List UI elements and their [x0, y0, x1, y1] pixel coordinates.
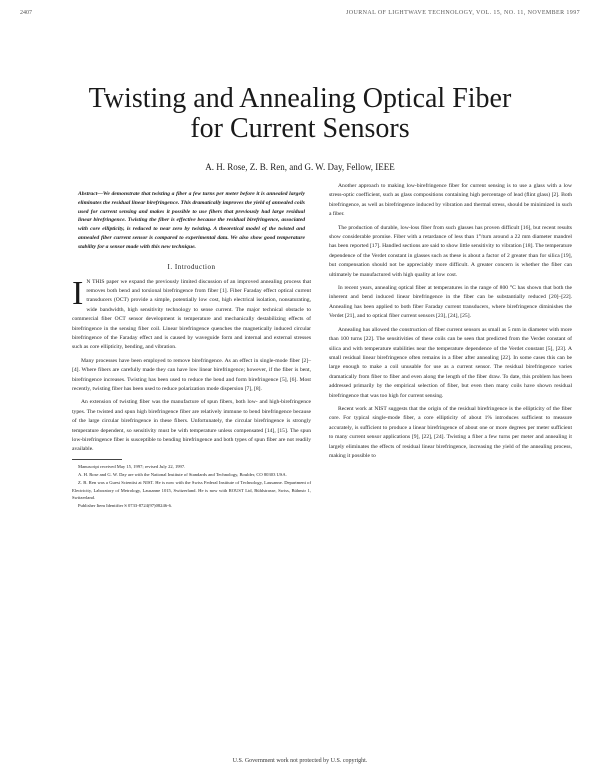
author-line: A. H. Rose, Z. B. Ren, and G. W. Day, Fellow, IEEE — [205, 162, 395, 172]
section-heading: I. Introduction — [167, 262, 216, 271]
body-paragraph: Recent work at NIST suggests that the origin of the residual birefringence is the ellipticity of the fiber core. For typical single-mode fiber, a core ellipticity of about 1% introduces sufficient to measure accurately, is sufficient to produce a linear birefringence of about one or more degrees per meter sufficient to many current sensor applications [9], [22], [24]. Twisting a fiber a few turns per meter and annealing it largely eliminates the effects of residual linear birefringence, increasing the yield of the annealing process, making it possible to — [329, 405, 572, 459]
body-paragraph: Another approach to making low-birefringence fiber for current sensing is to use a glass with a low stress-optic coefficient, such as glass compositions containing high percentage of lead (flint glass) [2]. Both birefringence, as well as birefringence induced by vibration and thermal stress, should be minimized in such a fiber. — [329, 183, 572, 218]
page-number: 2407 — [20, 10, 32, 16]
footnote: Z. B. Ren was a Guest Scientist at NIST. He is now with the Swiss Federal Institute of Technology, Lausanne. Department of Electricity, Laboratory of Metrology, Lausanne 1015, Switzerland. He is now with ROUST Ltd, Bühlstrasse, Swiss, Bühnstr 1, Switzerland. — [72, 480, 311, 500]
footnote-rule — [72, 459, 122, 460]
footnote: Publisher Item Identifier S 0733-8724(97)08246-6. — [78, 502, 173, 508]
body-paragraph: Annealing has allowed the construction of fiber current sensors as small as 5 mm in diameter with more than 100 turns [22]. The sensitivities of these coils can be seen that predicted from the Verdet constant of silica and with temperature stabilities near the temperature dependence of the Verdet constant [5], [23]. A small residual linear birefringence often remains in a fiber after annealing [22]. In some cases this can be large enough to make a coil unusable for use as a current sensor. The residual birefringence varies dramatically from fiber to fiber and even along the length of the fiber draw. To date, this problem has been addressed primarily by the empirical selection of fiber, but even then many coils have shown residual birefringence that was too high for current sensing. — [329, 326, 572, 399]
footnote: A. H. Rose and G. W. Day are with the National Institute of Standards and Technology, Boulder, CO 80303 USA. — [78, 472, 287, 478]
body-paragraph: An extension of twisting fiber was the manufacture of spun fibers, both low- and high-birefringence types. The twisted and spun high birefringence fiber are relatively immune to bend birefringence because of the large circular birefringence in these fibers. Unfortunately, the circular birefringence is strongly temperature dependent, so sensitivity must be with temperature unless compensated [14], [15]. The spun low-birefringence fiber is susceptible to bending birefringence and both types of spun fiber are not readily available. — [72, 399, 311, 453]
body-paragraph: In recent years, annealing optical fiber at temperatures in the range of 800 °C has shown that both the inherent and bend induced linear birefringence in the fiber can be substantially reduced [20]–[22]. Annealing has been applied to both fiber Faraday current transducers, where birefringence diminishes the Verdet [21], and to optical fiber current sensors [23], [24], [25]. — [329, 285, 572, 320]
copyright-footer: U.S. Government work not protected by U.S. copyright. — [232, 758, 368, 764]
body-paragraph: The production of durable, low-loss fiber from such glasses has proven difficult [16], but recent results show considerable promise. Fiber with a retardance of less than 1°/turn around a 22 mm diameter mandrel has been reported [17]. Handled sections are said to show little sensitivity to vibration [18]. The temperature dependence of the Verdet constant in glasses such as these is about a factor of 2 greater than for silica [19], but compensation should not be appreciably more difficult. A greater concern is whether the fiber can ultimately be manufactured with high quality at low cost. — [329, 224, 572, 278]
intro-text: N THIS paper we expand the previously limited discussion of an improved annealing process that removes both bend and torsional birefringence from fiber [1]. Fiber Faraday effect optical current transducers (OCT) provide a simple, potentially low cost, high electrical isolation, nonsaturating, wide bandwidth, high sensitivity technology to sense current. The major technical obstacle to commercial fiber OCT sensor development is temperature and mechanically destabilizing effects of birefringence in the sensing fiber coil. Linear birefringence quenches the magnetically induced circular birefringence of the Faraday effect and is caused by waveguide form and internal and external stresses such as core ellipticity, bending, and vibration. — [72, 278, 311, 351]
title-line-1: Twisting and Annealing Optical Fiber — [88, 83, 512, 114]
drop-cap: I — [72, 274, 84, 312]
left-column — [72, 182, 311, 510]
intro-paragraph — [72, 274, 311, 353]
abstract: Abstract—We demonstrate that twisting a fiber a few turns per meter before it is annealed largely eliminates the residual linear birefringence. This dramatically improves the yield of annealed coils used for current sensing and makes it possible to use fibers that previously had large residual linear birefringence. Twisting the fiber is effective because the residual birefringence, associated with core ellipticity, is reduced to near zero by twisting. A theoretical model of the twisted and annealed fiber current sensor is compared to experimental data. We also show good temperature stability for a sensor made with this new technique. — [78, 191, 305, 250]
body-paragraph: Many processes have been employed to remove birefringence. As an effect in single-mode fiber [2]–[4]. Where fibers are carefully made they can have low linear birefringence; however, if the fiber is bent, birefringence increases. Twisting has been used to reduce the bend and form birefringence [5], [6]. Most recently, twisting fiber has been used to reduce polarization mode dispersion [7], [8]. — [72, 357, 311, 393]
footnote: Manuscript received May 15, 1997; revised July 22, 1997. — [78, 463, 186, 469]
paper-title — [0, 84, 600, 144]
journal-header: JOURNAL OF LIGHTWAVE TECHNOLOGY, VOL. 15, NO. 11, NOVEMBER 1997 — [346, 10, 580, 16]
right-column — [329, 182, 572, 465]
title-line-2: for Current Sensors — [190, 113, 410, 144]
